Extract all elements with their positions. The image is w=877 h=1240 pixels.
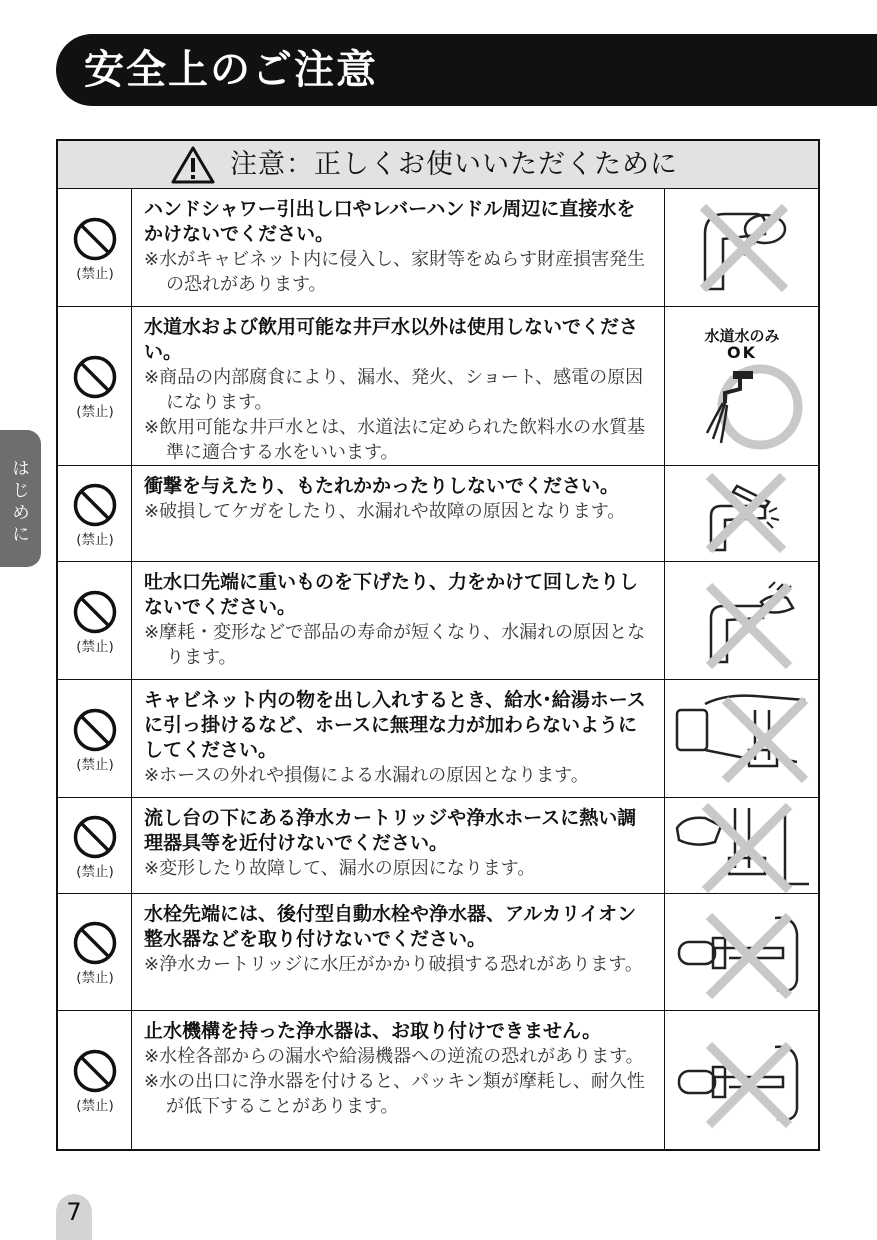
prohibition-label: (禁止)	[76, 757, 114, 773]
caution-text	[132, 307, 664, 465]
page-number: 7	[66, 1198, 82, 1226]
prohibition-label: (禁止)	[76, 639, 114, 655]
caution-main-text: 止水機構を持った浄水器は、お取り付けできません。	[144, 1020, 602, 1042]
caution-text	[132, 1011, 664, 1149]
caution-row	[58, 189, 818, 307]
caution-main-text: 流し台の下にある浄水カートリッジや浄水ホースに熱い調理器具等を近付けないでください。	[144, 807, 637, 854]
illustration-cell	[664, 466, 818, 561]
caution-text	[132, 189, 664, 306]
cartridge-heat-illustration	[665, 798, 819, 894]
caution-table	[56, 139, 820, 1151]
prohibition-icon	[72, 814, 118, 860]
warning-triangle-icon	[170, 145, 216, 185]
page-title: 安全上のご注意	[84, 47, 378, 93]
table-header-title: 注意：正しくお使いいただくために	[230, 149, 678, 180]
prohibition-icon	[72, 216, 118, 262]
caution-note: ※破損してケガをしたり、水漏れや故障の原因となります。	[144, 501, 626, 522]
prohibition-label: (禁止)	[76, 864, 114, 880]
caution-row	[58, 894, 818, 1011]
prohibition-icon	[72, 354, 118, 400]
prohibition-cell	[58, 466, 132, 561]
caution-note: ※飲用可能な井戸水とは、水道法に定められた飲料水の水質基準に適合する水をいいます。	[144, 417, 646, 463]
caution-row	[58, 307, 818, 466]
caution-note: ※浄水カートリッジに水圧がかかり破損する恐れがあります。	[144, 954, 643, 975]
illustration-cell	[664, 562, 818, 679]
prohibition-icon	[72, 589, 118, 635]
prohibition-label: (禁止)	[76, 532, 114, 548]
caution-note: ※商品の内部腐食により、漏水、発火、ショート、感電の原因になります。	[144, 367, 644, 413]
prohibition-icon	[72, 1048, 118, 1094]
side-tab-label: はじめに	[12, 459, 30, 545]
prohibition-label: (禁止)	[76, 1098, 114, 1114]
caution-main-text: 水道水および飲用可能な井戸水以外は使用しないでください。	[144, 316, 639, 363]
illustration-cell	[664, 894, 818, 1010]
caution-text	[132, 798, 664, 893]
prohibition-cell	[58, 307, 132, 465]
prohibition-label: (禁止)	[76, 404, 114, 420]
prohibition-cell	[58, 798, 132, 893]
caution-text	[132, 894, 664, 1010]
caution-note: ※水がキャビネット内に侵入し、家財等をぬらす財産損害発生の恐れがあります。	[144, 249, 646, 295]
caution-note: ※水栓各部からの漏水や給湯機器への逆流の恐れがあります。	[144, 1046, 644, 1067]
caution-main-text: キャビネット内の物を出し入れするとき、給水･給湯ホースに引っ掛けるなど、ホースに無理な力が加わらないようにしてください。	[144, 689, 646, 761]
prohibition-cell	[58, 894, 132, 1010]
caution-row	[58, 798, 818, 894]
illustration-cell	[664, 189, 818, 306]
spout-weight-illustration	[665, 562, 819, 680]
illustration-cell	[664, 307, 818, 465]
table-header	[58, 141, 818, 189]
illustration-caption-ok: OK	[727, 343, 757, 362]
caution-row	[58, 680, 818, 798]
prohibition-label: (禁止)	[76, 266, 114, 282]
caution-row	[58, 562, 818, 680]
prohibition-icon	[72, 920, 118, 966]
water-purifier-illustration	[665, 1011, 819, 1149]
spout-attachment-illustration	[665, 894, 819, 1011]
faucet-impact-illustration	[665, 466, 819, 562]
caution-text	[132, 680, 664, 797]
caution-main-text: 吐水口先端に重いものを下げたり、力をかけて回したりしないでください。	[144, 571, 639, 618]
caution-note: ※水の出口に浄水器を付けると、パッキン類が摩耗し、耐久性が低下することがあります。	[144, 1071, 645, 1117]
caution-text	[132, 466, 664, 561]
caution-note: ※変形したり故障して、漏水の原因になります。	[144, 858, 536, 879]
cabinet-hose-illustration	[665, 680, 819, 798]
prohibition-cell	[58, 1011, 132, 1149]
caution-note: ※ホースの外れや損傷による水漏れの原因となります。	[144, 765, 589, 786]
caution-text	[132, 562, 664, 679]
illustration-cell	[664, 1011, 818, 1149]
prohibition-icon	[72, 482, 118, 528]
prohibition-cell	[58, 562, 132, 679]
tap-water-ok-illustration	[665, 359, 819, 466]
prohibition-cell	[58, 189, 132, 306]
prohibition-label: (禁止)	[76, 970, 114, 986]
faucet-shower-illustration	[665, 189, 819, 307]
caution-main-text: 衝撃を与えたり、もたれかかったりしないでください。	[144, 475, 620, 497]
caution-note: ※摩耗・変形などで部品の寿命が短くなり、水漏れの原因となります。	[144, 622, 646, 668]
prohibition-icon	[72, 707, 118, 753]
caution-row	[58, 1011, 818, 1149]
prohibition-cell	[58, 680, 132, 797]
illustration-cell	[664, 680, 818, 797]
caution-row	[58, 466, 818, 562]
illustration-caption: 水道水のみ	[704, 327, 780, 345]
caution-main-text: 水栓先端には、後付型自動水栓や浄水器、アルカリイオン整水器などを取り付けないでください。	[144, 903, 637, 950]
caution-main-text: ハンドシャワー引出し口やレバーハンドル周辺に直接水をかけないでください。	[144, 198, 636, 245]
illustration-cell	[664, 798, 818, 893]
